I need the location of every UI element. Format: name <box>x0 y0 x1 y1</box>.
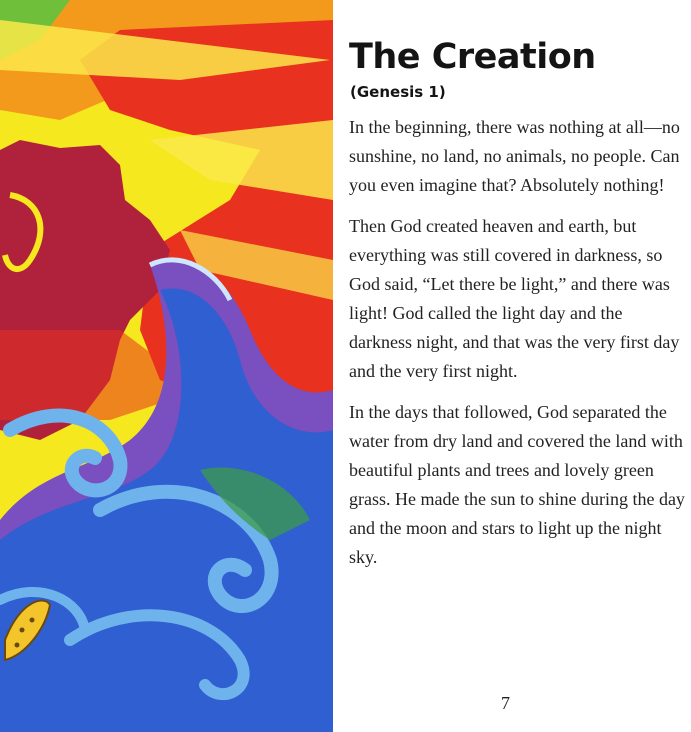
paragraph-2: Then God created heaven and earth, but everything was still covered in darkness, so God said, “Let there be light,” and there was light! God called the light day and the darkness night, and that was the very first day and the very first night. <box>349 216 680 381</box>
story-body <box>349 113 685 584</box>
page-title: The Creation <box>349 37 596 77</box>
page-number: 7 <box>501 693 510 713</box>
paragraph-3: In the days that followed, God separated the water from dry land and covered the land with beautiful plants and trees and lovely green grass. He made the sun to shine during the day and the moon and stars to light up the night sky. <box>349 402 685 567</box>
paragraph-1: In the beginning, there was nothing at all—no sunshine, no land, no animals, no people. Can you even imagine that? Absolutely nothing! <box>349 117 680 195</box>
scripture-reference: (Genesis 1) <box>350 83 446 101</box>
creation-illustration <box>0 0 333 732</box>
text-page <box>333 0 691 732</box>
